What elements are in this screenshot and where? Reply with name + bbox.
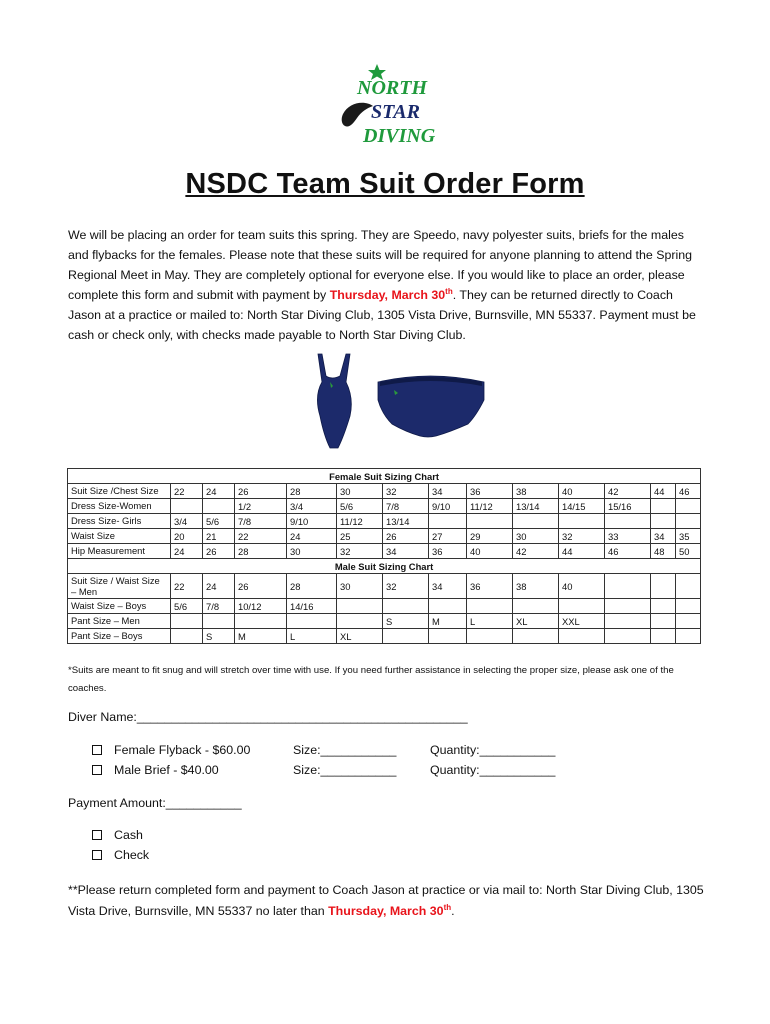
table-cell — [467, 629, 513, 644]
closing-deadline-suffix: th — [443, 902, 452, 912]
table-cell: 22 — [171, 484, 203, 499]
table-cell: 36 — [429, 544, 467, 559]
table-cell: 5/6 — [203, 514, 235, 529]
table-cell: 36 — [467, 574, 513, 599]
table-cell — [171, 499, 203, 514]
table-cell: S — [383, 614, 429, 629]
table-cell: 11/12 — [337, 514, 383, 529]
table-cell — [676, 614, 701, 629]
table-cell — [171, 629, 203, 644]
table-cell: XL — [513, 614, 559, 629]
table-cell: 46 — [605, 544, 651, 559]
check-checkbox[interactable] — [92, 850, 102, 860]
table-cell — [651, 614, 676, 629]
cash-checkbox[interactable] — [92, 830, 102, 840]
table-cell — [337, 599, 383, 614]
row-label: Pant Size – Boys — [68, 629, 171, 644]
male-size-field[interactable]: Size:___________ — [293, 763, 397, 777]
table-cell: 35 — [676, 529, 701, 544]
table-row — [68, 574, 701, 599]
table-cell: 13/14 — [513, 499, 559, 514]
table-cell — [605, 614, 651, 629]
table-cell — [651, 599, 676, 614]
table-cell — [605, 514, 651, 529]
table-cell: 34 — [429, 484, 467, 499]
table-cell: 3/4 — [171, 514, 203, 529]
table-cell — [513, 629, 559, 644]
table-row — [68, 629, 701, 644]
diver-silhouette — [342, 103, 373, 127]
check-label: Check — [114, 848, 150, 862]
male-chart-title: Male Suit Sizing Chart — [68, 559, 701, 574]
table-cell: 38 — [513, 484, 559, 499]
table-cell — [605, 629, 651, 644]
table-cell: 15/16 — [605, 499, 651, 514]
table-cell: 24 — [203, 484, 235, 499]
table-cell: 1/2 — [235, 499, 287, 514]
table-cell — [559, 599, 605, 614]
table-cell: 42 — [605, 484, 651, 499]
table-cell: 26 — [235, 574, 287, 599]
table-cell: 9/10 — [287, 514, 337, 529]
logo-star-text: STAR — [371, 101, 420, 123]
table-cell: 26 — [383, 529, 429, 544]
order-item-female — [92, 743, 250, 757]
table-cell: 40 — [467, 544, 513, 559]
table-cell: 42 — [513, 544, 559, 559]
table-cell — [559, 514, 605, 529]
table-cell — [651, 499, 676, 514]
table-cell — [337, 614, 383, 629]
table-cell: 30 — [287, 544, 337, 559]
table-cell: 3/4 — [287, 499, 337, 514]
row-label: Dress Size- Girls — [68, 514, 171, 529]
table-cell: 24 — [203, 574, 235, 599]
table-cell: 40 — [559, 484, 605, 499]
table-cell: L — [467, 614, 513, 629]
table-cell: 46 — [676, 484, 701, 499]
table-cell: 26 — [235, 484, 287, 499]
table-cell: 11/12 — [467, 499, 513, 514]
table-cell: 24 — [287, 529, 337, 544]
table-cell: 7/8 — [235, 514, 287, 529]
sizing-chart — [67, 468, 701, 644]
table-cell — [383, 629, 429, 644]
table-cell: 22 — [171, 574, 203, 599]
table-row — [68, 484, 701, 499]
closing-text-1: **Please return completed form and payment to Coach Jason at practice or via mail to: North Star Diving Club, 1305 Vista Drive, Burnsville, MN 55337 no later than — [68, 883, 704, 918]
female-flyback-image — [317, 354, 351, 448]
table-cell: XL — [337, 629, 383, 644]
table-cell — [203, 499, 235, 514]
table-cell: 33 — [605, 529, 651, 544]
table-cell — [676, 574, 701, 599]
table-cell: 44 — [651, 484, 676, 499]
payment-amount-field[interactable]: Payment Amount:___________ — [68, 796, 242, 810]
logo-north-text: NORTH — [357, 77, 427, 99]
closing-deadline-text: Thursday, March 30 — [328, 904, 444, 918]
table-cell — [467, 514, 513, 529]
intro-deadline-suffix: th — [445, 286, 453, 296]
diver-name-field[interactable]: Diver Name:________________________________________________ — [68, 710, 468, 724]
table-cell: 26 — [203, 544, 235, 559]
suit-images — [300, 352, 500, 452]
table-cell — [651, 514, 676, 529]
table-cell: 36 — [467, 484, 513, 499]
table-cell — [171, 614, 203, 629]
closing-paragraph — [68, 880, 718, 922]
table-cell: 32 — [559, 529, 605, 544]
table-cell — [235, 614, 287, 629]
table-cell — [676, 514, 701, 529]
table-cell — [559, 629, 605, 644]
table-cell: 38 — [513, 574, 559, 599]
table-cell: 9/10 — [429, 499, 467, 514]
payment-option-check — [92, 848, 149, 862]
table-cell: 24 — [171, 544, 203, 559]
table-cell — [429, 629, 467, 644]
table-cell — [513, 599, 559, 614]
table-cell — [651, 574, 676, 599]
table-cell: 34 — [429, 574, 467, 599]
table-cell: M — [429, 614, 467, 629]
closing-text-2: . — [451, 904, 455, 918]
table-row — [68, 614, 701, 629]
table-cell: 32 — [337, 544, 383, 559]
page-title: NSDC Team Suit Order Form — [185, 168, 585, 200]
table-cell: 10/12 — [235, 599, 287, 614]
intro-deadline — [330, 288, 453, 302]
table-cell: XXL — [559, 614, 605, 629]
table-cell: 44 — [559, 544, 605, 559]
table-cell: 5/6 — [171, 599, 203, 614]
male-brief-checkbox[interactable] — [92, 765, 102, 775]
order-item-male — [92, 763, 219, 777]
table-cell: 14/15 — [559, 499, 605, 514]
table-row — [68, 499, 701, 514]
intro-deadline-text: Thursday, March 30 — [329, 288, 446, 302]
table-cell — [676, 599, 701, 614]
table-cell — [676, 629, 701, 644]
table-cell — [605, 574, 651, 599]
table-cell: M — [235, 629, 287, 644]
payment-option-cash — [92, 828, 143, 842]
female-size-field[interactable]: Size:___________ — [293, 743, 397, 757]
table-cell: 28 — [287, 574, 337, 599]
table-cell: 34 — [651, 529, 676, 544]
table-cell — [676, 499, 701, 514]
row-label: Suit Size /Chest Size — [68, 484, 171, 499]
table-cell: 7/8 — [203, 599, 235, 614]
intro-text-1: We will be placing an order for team suits this spring. They are Speedo, navy polyester suits, briefs for the males and flybacks for the females. Please note that these suits will be required for anyone planning to attend the Spring Regional Meet in May. They are completely optional for everyone else. If you would like to place an order, please complete this form and submit with payment by — [68, 228, 693, 302]
table-cell: 7/8 — [383, 499, 429, 514]
intro-paragraph — [68, 225, 708, 345]
row-label: Waist Size – Boys — [68, 599, 171, 614]
table-row — [68, 544, 701, 559]
female-flyback-label: Female Flyback - $60.00 — [114, 743, 251, 757]
cash-label: Cash — [114, 828, 143, 842]
table-row — [68, 514, 701, 529]
table-cell — [429, 599, 467, 614]
sizing-note: *Suits are meant to fit snug and will stretch over time with use. If you need further assistance in selecting the proper size, please ask one of the coaches. — [68, 665, 674, 694]
table-cell — [383, 599, 429, 614]
row-label: Pant Size – Men — [68, 614, 171, 629]
table-cell — [513, 514, 559, 529]
table-cell: 14/16 — [287, 599, 337, 614]
north-star-diving-logo — [335, 62, 445, 150]
table-row — [68, 599, 701, 614]
table-cell: 29 — [467, 529, 513, 544]
table-cell: 20 — [171, 529, 203, 544]
table-cell — [203, 614, 235, 629]
table-cell: 5/6 — [337, 499, 383, 514]
table-cell: 28 — [235, 544, 287, 559]
row-label: Suit Size / Waist Size – Men — [68, 574, 171, 599]
table-cell — [429, 514, 467, 529]
female-chart-title: Female Suit Sizing Chart — [68, 469, 701, 484]
logo-diving-text: DIVING — [363, 125, 436, 147]
closing-deadline — [328, 904, 451, 918]
table-cell: 32 — [383, 574, 429, 599]
female-quantity-field[interactable]: Quantity:___________ — [430, 743, 556, 757]
male-brief-label: Male Brief - $40.00 — [114, 763, 219, 777]
table-cell: 25 — [337, 529, 383, 544]
row-label: Hip Measurement — [68, 544, 171, 559]
row-label: Waist Size — [68, 529, 171, 544]
table-cell — [467, 599, 513, 614]
table-cell: 30 — [337, 484, 383, 499]
table-cell — [605, 599, 651, 614]
table-cell: 13/14 — [383, 514, 429, 529]
table-cell: 27 — [429, 529, 467, 544]
table-cell: L — [287, 629, 337, 644]
table-cell: 22 — [235, 529, 287, 544]
table-cell: S — [203, 629, 235, 644]
table-cell: 40 — [559, 574, 605, 599]
table-cell: 28 — [287, 484, 337, 499]
female-flyback-checkbox[interactable] — [92, 745, 102, 755]
row-label: Dress Size-Women — [68, 499, 171, 514]
table-cell: 21 — [203, 529, 235, 544]
table-cell — [651, 629, 676, 644]
table-cell: 50 — [676, 544, 701, 559]
table-cell: 32 — [383, 484, 429, 499]
table-row — [68, 529, 701, 544]
male-brief-image — [378, 376, 484, 437]
table-cell — [287, 614, 337, 629]
table-cell: 30 — [337, 574, 383, 599]
table-cell: 34 — [383, 544, 429, 559]
intro-text-2: . They can be returned directly to Coach Jason at a practice or mailed to: North Star Diving Club, 1305 Vista Drive, Burnsville, MN 55337. Payment must be cash or check only, with checks made payable to North Star Diving Club. — [68, 288, 696, 342]
table-cell: 48 — [651, 544, 676, 559]
table-cell: 30 — [513, 529, 559, 544]
male-quantity-field[interactable]: Quantity:___________ — [430, 763, 556, 777]
